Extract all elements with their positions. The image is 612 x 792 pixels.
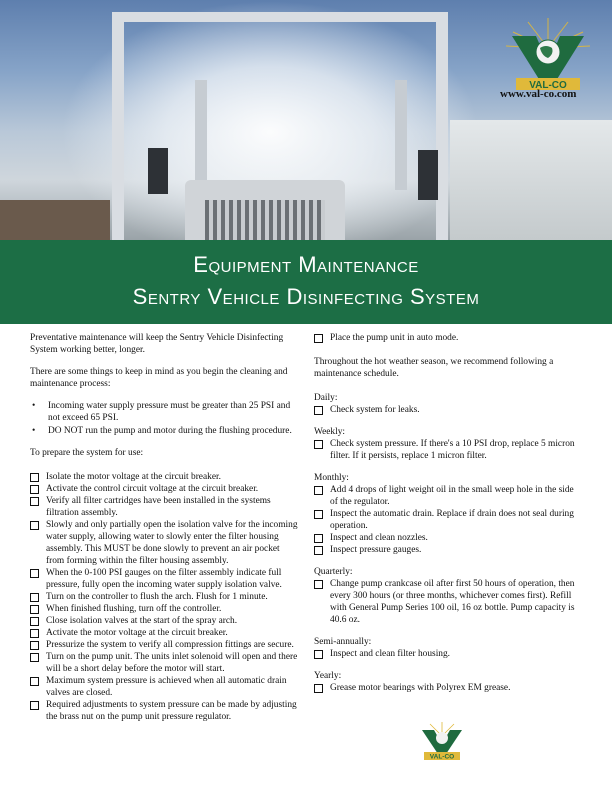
checklist-item: Turn on the pump unit. The units inlet solenoid will open and there will be a short delay before the motor will start. xyxy=(30,651,298,675)
section-heading-weekly: Weekly: xyxy=(314,427,346,437)
checkbox-icon[interactable] xyxy=(314,534,323,543)
checklist-item: Inspect the automatic drain. Replace if drain does not seal during operation. xyxy=(314,508,582,532)
checklist-item: Check system for leaks. xyxy=(314,404,582,416)
checklist-item: Maximum system pressure is achieved when all automatic drain valves are closed. xyxy=(30,675,298,699)
checkbox-icon[interactable] xyxy=(30,521,39,530)
checklist-item: When finished flushing, turn off the controller. xyxy=(30,603,298,615)
website[interactable]: www.val-co.com xyxy=(500,88,577,100)
checkbox-icon[interactable] xyxy=(30,701,39,710)
checkbox-icon[interactable] xyxy=(314,546,323,555)
intro-paragraph: Preventative maintenance will keep the Sentry Vehicle Disinfecting System working better, longer. xyxy=(30,333,284,355)
logo-text: VAL-CO xyxy=(529,80,567,91)
truck-grille xyxy=(205,200,325,240)
prepare-checklist xyxy=(30,471,298,723)
checklist-item: Inspect and clean filter housing. xyxy=(314,648,582,660)
checklist-item: Verify all filter cartridges have been installed in the systems filtration assembly. xyxy=(30,495,298,519)
checkbox-icon[interactable] xyxy=(314,440,323,449)
checklist-item: Grease motor bearings with Polyrex EM grease. xyxy=(314,682,582,694)
section-heading-monthly: Monthly: xyxy=(314,473,349,483)
title-line1: Equipment Maintenance xyxy=(193,252,419,277)
monthly-checklist xyxy=(314,484,582,556)
checkbox-icon[interactable] xyxy=(30,641,39,650)
building xyxy=(450,120,612,240)
auto-checklist xyxy=(314,332,582,344)
checklist-item: Check system pressure. If there's a 10 PSI drop, replace 5 micron filter. If it persists, replace 1 micron filter. xyxy=(314,438,582,462)
checklist-item: Activate the motor voltage at the circuit breaker. xyxy=(30,627,298,639)
checkbox-icon[interactable] xyxy=(314,684,323,693)
checkbox-icon[interactable] xyxy=(30,677,39,686)
checklist-item: Change pump crankcase oil after first 50 hours of operation, then every 300 hours (or three months, whichever comes first). Refill with General Pump Series 100 oil, 16 oz bottle. Pump capacity is 40.6 oz. xyxy=(314,578,582,626)
checkbox-icon[interactable] xyxy=(30,497,39,506)
spray-arch-right xyxy=(436,12,448,240)
checklist-item: Inspect pressure gauges. xyxy=(314,544,582,556)
checkbox-icon[interactable] xyxy=(314,334,323,343)
checkbox-icon[interactable] xyxy=(314,650,323,659)
checklist-item: Close isolation valves at the start of the spray arch. xyxy=(30,615,298,627)
things-paragraph: There are some things to keep in mind as you begin the cleaning and maintenance process: xyxy=(30,367,288,389)
prepare-heading: To prepare the system for use: xyxy=(30,448,144,458)
checkbox-icon[interactable] xyxy=(30,485,39,494)
checklist-item: Turn on the controller to flush the arch. Flush for 1 minute. xyxy=(30,591,298,603)
checklist-item: Place the pump unit in auto mode. xyxy=(314,332,582,344)
daily-checklist xyxy=(314,404,582,416)
section-heading-quarterly: Quarterly: xyxy=(314,567,353,577)
checkbox-icon[interactable] xyxy=(314,510,323,519)
checkbox-icon[interactable] xyxy=(30,653,39,662)
checkbox-icon[interactable] xyxy=(314,406,323,415)
checkbox-icon[interactable] xyxy=(30,605,39,614)
spray-arch-left xyxy=(112,12,124,240)
weekly-checklist xyxy=(314,438,582,462)
valco-logo-small xyxy=(416,722,468,762)
bullet-item: • DO NOT run the pump and motor during the flushing procedure. xyxy=(30,425,298,437)
checkbox-icon[interactable] xyxy=(30,629,39,638)
quarterly-checklist xyxy=(314,578,582,626)
yearly-checklist xyxy=(314,682,582,694)
checklist-item: Isolate the motor voltage at the circuit breaker. xyxy=(30,471,298,483)
right-column xyxy=(314,332,582,702)
title-band xyxy=(0,240,612,324)
checklist-item: Slowly and only partially open the isolation valve for the incoming water supply, allowing water to slowly enter the filter housing assembly. This MUST be done slowly to prevent an air pocket from forming within the filter housing assembly. xyxy=(30,519,298,567)
section-heading-yearly: Yearly: xyxy=(314,671,342,681)
checkbox-icon[interactable] xyxy=(30,593,39,602)
checkbox-icon[interactable] xyxy=(314,486,323,495)
truck-mirror-right xyxy=(418,150,438,200)
title-line2: Sentry Vehicle Disinfecting System xyxy=(132,284,480,309)
exhaust-stack-left xyxy=(195,80,207,190)
section-heading-daily: Daily: xyxy=(314,393,338,403)
checklist-item: Add 4 drops of light weight oil in the small weep hole in the side of the regulator. xyxy=(314,484,582,508)
semi-annual-checklist xyxy=(314,648,582,660)
checkbox-icon[interactable] xyxy=(314,580,323,589)
checklist-item: Activate the control circuit voltage at the circuit breaker. xyxy=(30,483,298,495)
checkbox-icon[interactable] xyxy=(30,473,39,482)
schedule-intro: Throughout the hot weather season, we recommend following a maintenance schedule. xyxy=(314,357,554,379)
section-heading-semi-annually: Semi-annually: xyxy=(314,637,372,647)
checklist-item: Inspect and clean nozzles. xyxy=(314,532,582,544)
truck-mirror-left xyxy=(148,148,168,194)
bullet-list xyxy=(30,400,298,437)
exhaust-stack-right xyxy=(395,80,407,190)
checkbox-icon[interactable] xyxy=(30,569,39,578)
checkbox-icon[interactable] xyxy=(30,617,39,626)
spray-arch-top xyxy=(112,12,448,22)
logo-text-small: VAL-CO xyxy=(429,753,455,761)
checklist-item: When the 0-100 PSI gauges on the filter assembly indicate full pressure, fully open the incoming water supply isolation valve. xyxy=(30,567,298,591)
checklist-item: Required adjustments to system pressure can be made by adjusting the brass nut on the pump unit pressure regulator. xyxy=(30,699,298,723)
trailer xyxy=(0,200,110,240)
checklist-item: Pressurize the system to verify all compression fittings are secure. xyxy=(30,639,298,651)
left-column xyxy=(30,332,298,731)
valco-logo xyxy=(498,18,598,98)
bullet-item: • Incoming water supply pressure must be greater than 25 PSI and not exceed 65 PSI. xyxy=(30,400,298,424)
